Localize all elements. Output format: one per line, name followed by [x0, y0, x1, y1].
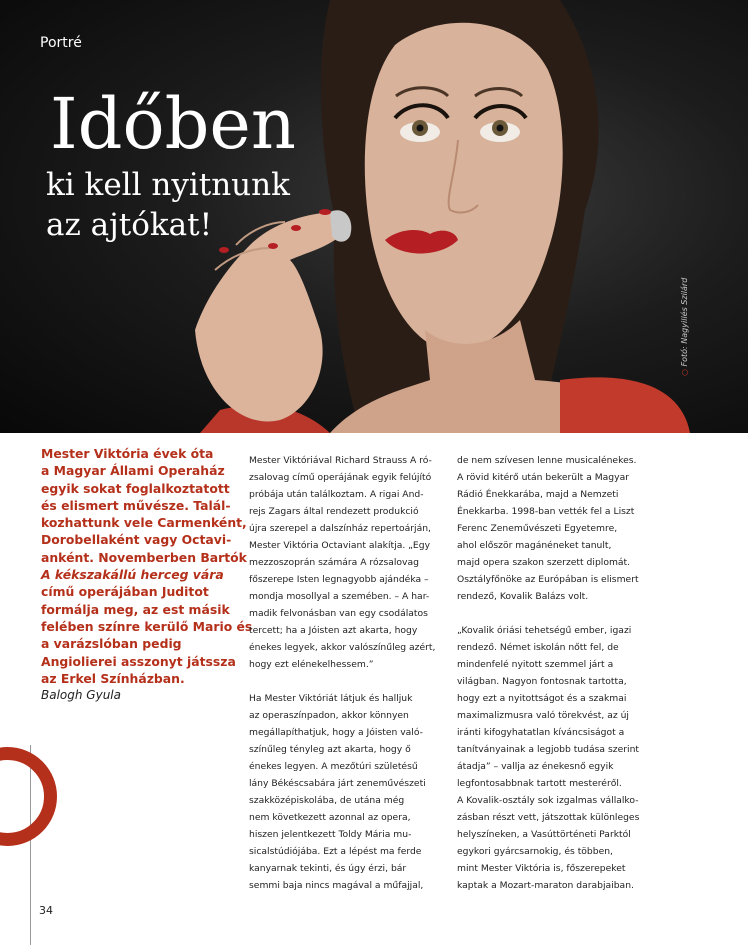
- decorative-ring: [0, 747, 57, 846]
- body-text-line: Osztályfőnöke az Európában is elismert: [457, 574, 639, 585]
- body-text-line: mezzoszoprán számára A rózsalovag: [249, 557, 419, 568]
- lead-line: a Magyar Állami Operaház: [41, 463, 225, 479]
- body-text-line: rendező, Kovalik Balázs volt.: [457, 591, 589, 602]
- body-text-line: de nem szívesen lenne musicalénekes.: [457, 455, 637, 466]
- body-text-line: madik felvonásban van egy csodálatos: [249, 608, 428, 619]
- headline-main: Időben: [50, 83, 296, 165]
- body-text-line: tanítványainak a legjobb tudása szerint: [457, 744, 640, 755]
- body-text-line: zsalovag című operájának egyik felújító: [249, 472, 432, 483]
- body-text-line: átadja” – vallja az énekesnő egyik: [457, 761, 614, 772]
- body-text-line: megállapíthatjuk, hogy a Jóisten való-: [249, 727, 423, 738]
- article-column-2: [457, 452, 667, 894]
- lead-line: felében színre kerülő Mario és: [41, 618, 253, 634]
- body-text-line: A rövid kitérő után bekerült a Magyar: [457, 472, 629, 483]
- body-text-line: kaptak a Mozart-maraton darabjaiban.: [457, 880, 634, 891]
- body-text-line: helyszíneken, a Vasúttörténeti Parktól: [457, 829, 631, 840]
- body-text-line: énekes legyen. A mezőtúri születésű: [249, 761, 418, 772]
- body-text-line: rendező. Német iskolán nőtt fel, de: [457, 642, 619, 653]
- lead-line: A kékszakállú herceg vára: [41, 567, 224, 583]
- body-text-line: Rádió Énekkarába, majd a Nemzeti: [457, 489, 619, 500]
- body-text-line: A Kovalik-osztály sok izgalmas vállalko-: [457, 795, 639, 806]
- lead-line: Dorobellaként vagy Octavi-: [41, 532, 232, 548]
- body-text-line: Ferenc Zeneművészeti Egyetemre,: [457, 523, 618, 534]
- body-text-line: legfontosabbnak tartott mesteréről.: [457, 778, 622, 789]
- paragraph-gap: [457, 605, 667, 622]
- body-text-line: maximalizmusra való törekvést, az új: [457, 710, 629, 721]
- body-text-line: rejs Zagars által rendezett produkció: [249, 506, 419, 517]
- body-text-line: hogy ezt a nyitottságot és a szakmai: [457, 693, 627, 704]
- body-text-line: lány Békéscsabára járt zeneművészeti: [249, 778, 426, 789]
- body-text-line: az operaszínpadon, akkor könnyen: [249, 710, 409, 721]
- headline-subtitle-line: ki kell nyitnunk: [46, 167, 290, 203]
- body-text-line: ahol először magánéneket tanult,: [457, 540, 612, 551]
- body-text-line: szakközépiskolába, de utána még: [249, 795, 405, 806]
- body-text-line: Ha Mester Viktóriát látjuk és halljuk: [249, 693, 413, 704]
- body-text-line: mindenfelé nyitott szemmel járt a: [457, 659, 614, 670]
- lead-line: és elismert művésze. Talál-: [41, 497, 231, 513]
- body-text-line: „Kovalik óriási tehetségű ember, igazi: [457, 625, 632, 636]
- lead-paragraph: [41, 445, 253, 704]
- body-text-line: iránti kifogyhatatlan kíváncsiságot a: [457, 727, 625, 738]
- section-label: Portré: [40, 35, 82, 51]
- lead-line: kozhattunk vele Carmenként,: [41, 515, 247, 531]
- lead-line: a varázslóban pedig: [41, 636, 182, 652]
- article-column-1: [249, 452, 459, 894]
- body-text-line: világban. Nagyon fontosnak tartotta,: [457, 676, 627, 687]
- body-text-line: hogy ezt elénekelhessem.”: [249, 659, 374, 670]
- body-text-line: mint Mester Viktória is, főszerepeket: [457, 863, 626, 874]
- body-text-line: újra szerepel a dalszínház repertoárján,: [249, 523, 431, 534]
- body-text-line: próbája után találkoztam. A rigai And-: [249, 489, 424, 500]
- body-text-line: sicalstúdiójába. Ezt a lépést ma ferde: [249, 846, 422, 857]
- body-text-line: egykori gyárcsarnokig, és többen,: [457, 846, 613, 857]
- body-text-line: Mester Viktória Octaviant alakítja. „Egy: [249, 540, 431, 551]
- body-text-line: nem következett azonnal az opera,: [249, 812, 411, 823]
- body-text-line: színűleg tényleg azt akarta, hogy ő: [249, 744, 411, 755]
- credit-circle-icon: ○: [680, 369, 689, 376]
- lead-line: Mester Viktória évek óta: [41, 446, 214, 461]
- author-byline: Balogh Gyula: [41, 688, 121, 703]
- lead-line: Angiolierei asszonyt játssza: [41, 653, 236, 669]
- lead-line: formálja meg, az est másik: [41, 601, 230, 617]
- hero-photo: [0, 0, 748, 433]
- body-text-line: majd opera szakon szerzett diplomát.: [457, 557, 631, 568]
- body-text-line: főszerepe Isten legnagyobb ajándéka –: [249, 574, 429, 585]
- lead-line: anként. Novemberben Bartók: [41, 549, 247, 565]
- body-text-line: tercett; ha a Jóisten azt akarta, hogy: [249, 625, 418, 636]
- headline-subtitle-line: az ajtókat!: [46, 207, 213, 243]
- body-text-line: Énekkarba. 1998-ban vették fel a Liszt: [457, 506, 635, 517]
- body-text-line: Mester Viktóriával Richard Strauss A ró-: [249, 455, 432, 466]
- body-text-line: semmi baja nincs magával a műfajjal,: [249, 880, 424, 891]
- body-text-line: énekes legyek, akkor valószínűleg azért,: [249, 642, 436, 653]
- body-text-line: mondja mosollyal a szemében. – A har-: [249, 591, 430, 602]
- lead-line: egyik sokat foglalkoztatott: [41, 480, 230, 496]
- photo-credit: [680, 278, 689, 376]
- body-text-line: kanyarnak tekinti, és úgy érzi, bár: [249, 863, 407, 874]
- headline-subtitle: [46, 165, 290, 245]
- body-text-line: hiszen jelentkezett Toldy Mária mu-: [249, 829, 412, 840]
- page-number: 34: [39, 904, 53, 917]
- body-text-line: zásban részt vett, játszottak különleges: [457, 812, 640, 823]
- photo-credit-text: Fotó: Nagyillés Szilárd: [680, 277, 689, 367]
- lead-line: című operájában Juditot: [41, 584, 209, 600]
- paragraph-gap: [249, 673, 459, 690]
- lead-line: az Erkel Színházban.: [41, 670, 185, 686]
